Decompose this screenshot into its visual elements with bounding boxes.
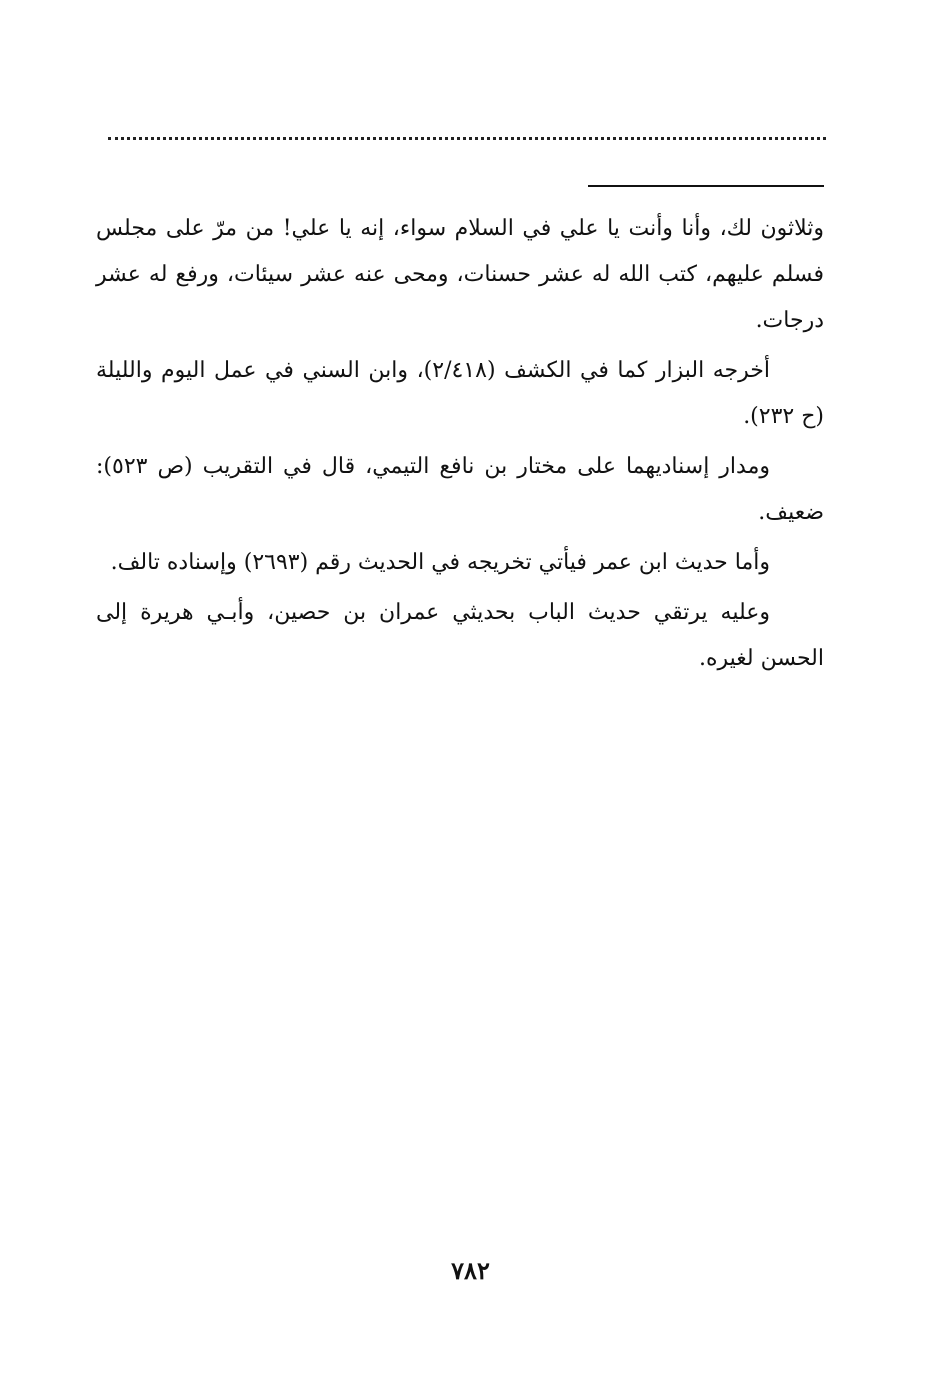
footnote-paragraph: ومدار إسناديهما على مختار بن نافع التيمي، قال في التقريب (ص ٥٢٣): ضعيف. bbox=[96, 454, 824, 525]
dotted-separator bbox=[108, 137, 826, 140]
footnote-paragraph: وأما حديث ابن عمر فيأتي تخريجه في الحديث رقم (٢٦٩٣) وإسناده تالف. bbox=[110, 550, 770, 575]
footnotes-block bbox=[96, 206, 824, 686]
footnote-paragraph: أخرجه البزار كما في الكشف (٢/٤١٨)، وابن السني في عمل اليوم والليلة (ح ٢٣٢). bbox=[96, 358, 824, 429]
footnote-separator-line bbox=[588, 185, 824, 187]
footnote-paragraph: وعليه يرتقي حديث الباب بحديثي عمران بن حصين، وأبـي هريرة إلى الحسن لغيره. bbox=[96, 600, 824, 671]
footnote-paragraph: وثلاثون لك، وأنا وأنت يا علي في السلام سواء، إنه يا علي! من مرّ على مجلس فسلم عليهم، كتب الله له عشر حسنات، ومحى عنه عشر سيئات، ورفع له عشر درجات. bbox=[96, 216, 824, 333]
page-number: ٧٨٢ bbox=[451, 1256, 490, 1285]
